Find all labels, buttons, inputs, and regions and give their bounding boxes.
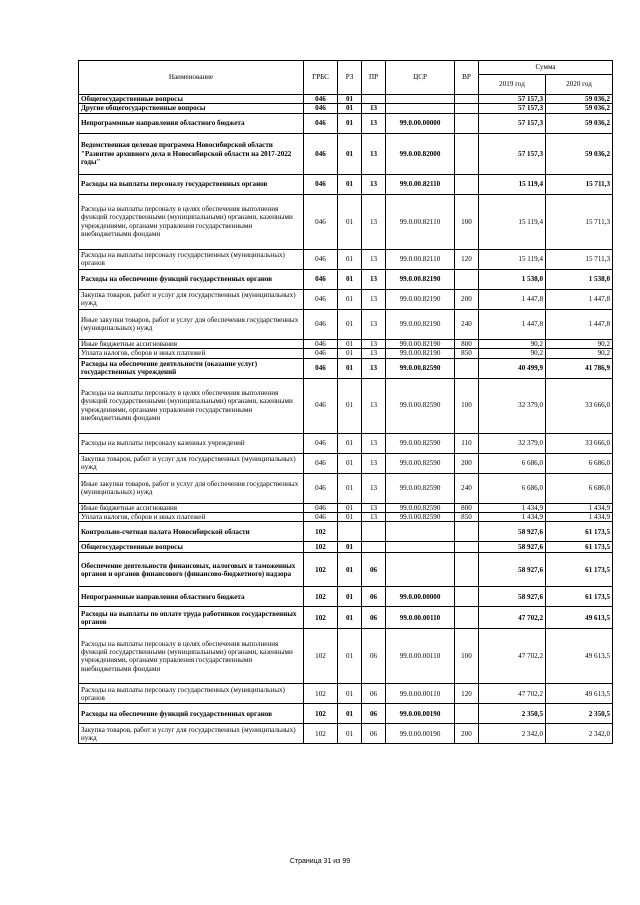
cell-csr: 99.0.00.82590: [386, 378, 455, 433]
cell-grbs: 046: [304, 113, 338, 133]
cell-name: Расходы на выплаты персоналу государственных (муниципальных) органов: [79, 684, 304, 704]
cell-pr: 13: [362, 289, 386, 309]
table-row: [79, 378, 613, 433]
cell-rz: 01: [338, 433, 362, 453]
cell-pr: 06: [362, 704, 386, 724]
cell-vr: [455, 607, 479, 629]
cell-rz: 01: [338, 473, 362, 503]
cell-v2020: 33 666,0: [546, 378, 613, 433]
cell-name: Расходы на выплаты персоналу казенных учреждений: [79, 433, 304, 453]
cell-v2020: 59 036,2: [546, 113, 613, 133]
cell-pr: 13: [362, 358, 386, 378]
cell-pr: 06: [362, 629, 386, 684]
cell-grbs: 102: [304, 684, 338, 704]
cell-csr: [386, 522, 455, 542]
cell-rz: 01: [338, 704, 362, 724]
cell-v2019: 58 927,6: [479, 522, 546, 542]
cell-v2019: 1 447,8: [479, 289, 546, 309]
cell-name: Непрограммные направления областного бюджета: [79, 587, 304, 607]
cell-csr: 99.0.00.00110: [386, 684, 455, 704]
table-row: [79, 553, 613, 587]
cell-rz: 01: [338, 309, 362, 339]
cell-pr: 13: [362, 503, 386, 512]
cell-rz: 01: [338, 249, 362, 269]
cell-grbs: 102: [304, 629, 338, 684]
cell-vr: [455, 104, 479, 113]
cell-v2019: 47 702,2: [479, 629, 546, 684]
table-row: [79, 513, 613, 522]
table-row: [79, 269, 613, 289]
cell-v2019: 6 686,0: [479, 453, 546, 473]
cell-name: Расходы на обеспечение функций государственных органов: [79, 269, 304, 289]
cell-rz: 01: [338, 453, 362, 473]
cell-vr: 800: [455, 339, 479, 348]
cell-v2020: 61 173,5: [546, 522, 613, 542]
cell-vr: 100: [455, 194, 479, 249]
cell-pr: 06: [362, 607, 386, 629]
cell-grbs: 046: [304, 269, 338, 289]
cell-csr: 99.0.00.00110: [386, 629, 455, 684]
cell-rz: 01: [338, 289, 362, 309]
cell-vr: [455, 704, 479, 724]
cell-name: Закупка товаров, работ и услуг для государственных (муниципальных) нужд: [79, 289, 304, 309]
cell-csr: 99.0.00.82590: [386, 503, 455, 512]
cell-vr: [455, 174, 479, 194]
cell-grbs: 046: [304, 349, 338, 358]
header-sum: Сумма: [479, 61, 613, 75]
cell-name: Иные бюджетные ассигнования: [79, 339, 304, 348]
cell-v2020: 49 613,5: [546, 607, 613, 629]
cell-pr: 13: [362, 194, 386, 249]
cell-v2019: 1 434,9: [479, 513, 546, 522]
cell-grbs: 046: [304, 174, 338, 194]
cell-v2019: 57 157,3: [479, 133, 546, 174]
cell-csr: 99.0.00.82110: [386, 174, 455, 194]
cell-grbs: 102: [304, 522, 338, 542]
cell-grbs: 102: [304, 724, 338, 744]
cell-v2020: 49 613,5: [546, 629, 613, 684]
cell-vr: 240: [455, 309, 479, 339]
cell-grbs: 046: [304, 473, 338, 503]
table-row: [79, 629, 613, 684]
cell-rz: 01: [338, 339, 362, 348]
table-row: [79, 724, 613, 744]
cell-vr: [455, 95, 479, 104]
cell-v2019: 90,2: [479, 349, 546, 358]
cell-vr: 800: [455, 503, 479, 512]
cell-vr: [455, 358, 479, 378]
table-row: [79, 684, 613, 704]
cell-grbs: 046: [304, 309, 338, 339]
cell-v2019: 1 538,0: [479, 269, 546, 289]
table-row: [79, 542, 613, 553]
cell-csr: 99.0.00.82190: [386, 289, 455, 309]
table-row: [79, 174, 613, 194]
cell-csr: 99.0.00.82590: [386, 453, 455, 473]
cell-v2020: 1 447,8: [546, 309, 613, 339]
table-row: [79, 309, 613, 339]
cell-name: Расходы на выплаты по оплате труда работников государственных органов: [79, 607, 304, 629]
cell-v2020: 33 666,0: [546, 433, 613, 453]
cell-v2020: 59 036,2: [546, 133, 613, 174]
cell-vr: [455, 133, 479, 174]
cell-vr: 100: [455, 629, 479, 684]
cell-csr: 99.0.00.00190: [386, 724, 455, 744]
cell-v2019: 57 157,3: [479, 104, 546, 113]
cell-csr: 99.0.00.82190: [386, 339, 455, 348]
table-header: [79, 61, 613, 95]
cell-v2020: 90,2: [546, 349, 613, 358]
cell-rz: 01: [338, 607, 362, 629]
cell-rz: 01: [338, 503, 362, 512]
table-row: [79, 113, 613, 133]
cell-csr: 99.0.00.82590: [386, 473, 455, 503]
cell-name: Контрольно-счетная палата Новосибирской области: [79, 522, 304, 542]
cell-v2020: 59 036,2: [546, 104, 613, 113]
header-csr: ЦСР: [386, 61, 455, 95]
cell-v2019: 1 447,8: [479, 309, 546, 339]
cell-v2019: 58 927,6: [479, 542, 546, 553]
header-grbs: ГРБС: [304, 61, 338, 95]
cell-grbs: 046: [304, 433, 338, 453]
cell-grbs: 046: [304, 453, 338, 473]
cell-rz: 01: [338, 513, 362, 522]
cell-vr: [455, 542, 479, 553]
cell-v2020: 49 613,5: [546, 684, 613, 704]
cell-rz: 01: [338, 629, 362, 684]
cell-name: Непрограммные направления областного бюджета: [79, 113, 304, 133]
cell-rz: 01: [338, 194, 362, 249]
cell-rz: 01: [338, 684, 362, 704]
cell-vr: 120: [455, 684, 479, 704]
cell-v2020: 1 447,8: [546, 289, 613, 309]
cell-rz: 01: [338, 378, 362, 433]
cell-grbs: 046: [304, 358, 338, 378]
cell-rz: 01: [338, 358, 362, 378]
header-2020: 2020 год: [546, 75, 613, 95]
cell-pr: 06: [362, 587, 386, 607]
cell-pr: 13: [362, 378, 386, 433]
cell-csr: 99.0.00.82590: [386, 513, 455, 522]
cell-v2019: 6 686,0: [479, 473, 546, 503]
cell-name: Расходы на обеспечение деятельности (оказание услуг) государственных учреждений: [79, 358, 304, 378]
cell-name: Расходы на выплаты персоналу государственных органов: [79, 174, 304, 194]
cell-grbs: 046: [304, 378, 338, 433]
cell-pr: [362, 522, 386, 542]
cell-v2020: 59 036,2: [546, 95, 613, 104]
cell-rz: 01: [338, 104, 362, 113]
table-row: [79, 704, 613, 724]
cell-v2019: 57 157,3: [479, 95, 546, 104]
cell-v2020: 6 686,0: [546, 453, 613, 473]
cell-csr: 99.0.00.00000: [386, 587, 455, 607]
cell-name: Уплата налогов, сборов и иных платежей: [79, 349, 304, 358]
cell-csr: 99.0.00.82590: [386, 358, 455, 378]
cell-grbs: 046: [304, 503, 338, 512]
cell-v2019: 2 342,0: [479, 724, 546, 744]
cell-vr: 850: [455, 513, 479, 522]
table-row: [79, 104, 613, 113]
cell-v2020: 1 434,9: [546, 503, 613, 512]
cell-pr: 13: [362, 113, 386, 133]
table-row: [79, 339, 613, 348]
cell-csr: [386, 542, 455, 553]
cell-name: Иные бюджетные ассигнования: [79, 503, 304, 512]
table-row: [79, 587, 613, 607]
cell-grbs: 102: [304, 587, 338, 607]
cell-vr: 850: [455, 349, 479, 358]
cell-v2020: 90,2: [546, 339, 613, 348]
cell-v2020: 15 711,3: [546, 194, 613, 249]
cell-v2020: 2 342,0: [546, 724, 613, 744]
cell-name: Общегосударственные вопросы: [79, 542, 304, 553]
cell-vr: [455, 522, 479, 542]
cell-pr: 13: [362, 249, 386, 269]
cell-rz: 01: [338, 587, 362, 607]
table-row: [79, 133, 613, 174]
cell-grbs: 102: [304, 704, 338, 724]
table-row: [79, 249, 613, 269]
cell-name: Закупка товаров, работ и услуг для государственных (муниципальных) нужд: [79, 453, 304, 473]
cell-pr: 13: [362, 473, 386, 503]
cell-name: Расходы на выплаты персоналу в целях обеспечения выполнения функций государственными (муниципальными) органами, казенными учреждениями, органами управления государственными внебюджетными фондами: [79, 378, 304, 433]
cell-csr: 99.0.00.82110: [386, 249, 455, 269]
table-row: [79, 289, 613, 309]
cell-vr: 100: [455, 378, 479, 433]
table-row: [79, 522, 613, 542]
cell-rz: 01: [338, 133, 362, 174]
cell-v2020: 1 434,9: [546, 513, 613, 522]
cell-csr: 99.0.00.00000: [386, 113, 455, 133]
cell-v2020: 61 173,5: [546, 587, 613, 607]
cell-rz: 01: [338, 113, 362, 133]
cell-grbs: 102: [304, 553, 338, 587]
cell-vr: 200: [455, 453, 479, 473]
table-body: [79, 95, 613, 744]
cell-rz: 01: [338, 269, 362, 289]
cell-grbs: 102: [304, 542, 338, 553]
cell-rz: 01: [338, 95, 362, 104]
cell-grbs: 046: [304, 104, 338, 113]
cell-vr: 110: [455, 433, 479, 453]
table-row: [79, 503, 613, 512]
cell-v2019: 15 119,4: [479, 249, 546, 269]
header-pr: ПР: [362, 61, 386, 95]
table-row: [79, 95, 613, 104]
cell-vr: 120: [455, 249, 479, 269]
cell-csr: 99.0.00.82590: [386, 433, 455, 453]
cell-rz: 01: [338, 174, 362, 194]
cell-pr: 13: [362, 339, 386, 348]
table-row: [79, 433, 613, 453]
cell-csr: 99.0.00.00110: [386, 607, 455, 629]
cell-vr: 240: [455, 473, 479, 503]
cell-v2019: 47 702,2: [479, 607, 546, 629]
cell-v2020: 15 711,3: [546, 174, 613, 194]
cell-csr: 99.0.00.82190: [386, 349, 455, 358]
cell-rz: 01: [338, 724, 362, 744]
cell-pr: 13: [362, 133, 386, 174]
cell-vr: [455, 553, 479, 587]
cell-v2020: 41 786,9: [546, 358, 613, 378]
cell-grbs: 046: [304, 339, 338, 348]
cell-rz: 01: [338, 542, 362, 553]
cell-v2019: 1 434,9: [479, 503, 546, 512]
cell-pr: [362, 95, 386, 104]
cell-v2019: 90,2: [479, 339, 546, 348]
cell-name: Другие общегосударственные вопросы: [79, 104, 304, 113]
cell-name: Ведомственная целевая программа Новосибирской области "Развитие архивного дела в Новосибирской области на 2017-2022 годы": [79, 133, 304, 174]
cell-v2019: 47 702,2: [479, 684, 546, 704]
table-row: [79, 453, 613, 473]
cell-name: Общегосударственные вопросы: [79, 95, 304, 104]
cell-csr: 99.0.00.82110: [386, 194, 455, 249]
table-row: [79, 473, 613, 503]
cell-pr: 13: [362, 104, 386, 113]
budget-table-container: [78, 60, 612, 744]
budget-table: [78, 60, 613, 744]
cell-v2019: 32 379,0: [479, 433, 546, 453]
cell-v2020: 61 173,5: [546, 542, 613, 553]
cell-v2019: 58 927,6: [479, 553, 546, 587]
cell-name: Иные закупки товаров, работ и услуг для обеспечения государственных (муниципальных) нужд: [79, 473, 304, 503]
cell-grbs: 046: [304, 249, 338, 269]
header-rz: РЗ: [338, 61, 362, 95]
header-2019: 2019 год: [479, 75, 546, 95]
cell-vr: 200: [455, 289, 479, 309]
cell-name: Расходы на выплаты персоналу в целях обеспечения выполнения функций государственными (муниципальными) органами, казенными учреждениями, органами управления государственными внебюджетными фондами: [79, 629, 304, 684]
table-row: [79, 358, 613, 378]
cell-pr: 06: [362, 724, 386, 744]
cell-v2019: 58 927,6: [479, 587, 546, 607]
cell-name: Расходы на обеспечение функций государственных органов: [79, 704, 304, 724]
cell-v2020: 1 538,0: [546, 269, 613, 289]
cell-vr: 200: [455, 724, 479, 744]
cell-csr: 99.0.00.00190: [386, 704, 455, 724]
cell-pr: 13: [362, 269, 386, 289]
cell-rz: 01: [338, 553, 362, 587]
cell-v2019: 2 350,5: [479, 704, 546, 724]
cell-grbs: 046: [304, 289, 338, 309]
cell-name: Уплата налогов, сборов и иных платежей: [79, 513, 304, 522]
cell-v2019: 32 379,0: [479, 378, 546, 433]
header-vr: ВР: [455, 61, 479, 95]
cell-pr: 13: [362, 349, 386, 358]
cell-name: Иные закупки товаров, работ и услуг для обеспечения государственных (муниципальных) нужд: [79, 309, 304, 339]
cell-v2020: 6 686,0: [546, 473, 613, 503]
cell-vr: [455, 587, 479, 607]
cell-pr: [362, 542, 386, 553]
cell-csr: 99.0.00.82190: [386, 269, 455, 289]
cell-v2020: 2 350,5: [546, 704, 613, 724]
cell-v2020: 61 173,5: [546, 553, 613, 587]
cell-grbs: 046: [304, 133, 338, 174]
cell-pr: 13: [362, 453, 386, 473]
cell-csr: [386, 104, 455, 113]
cell-grbs: 046: [304, 513, 338, 522]
cell-vr: [455, 269, 479, 289]
cell-vr: [455, 113, 479, 133]
cell-csr: [386, 95, 455, 104]
header-name: Наименование: [79, 61, 304, 95]
cell-pr: 13: [362, 433, 386, 453]
cell-v2019: 40 499,9: [479, 358, 546, 378]
cell-grbs: 046: [304, 194, 338, 249]
page-footer: Страница 31 из 99: [289, 858, 351, 865]
cell-pr: 06: [362, 553, 386, 587]
cell-rz: [338, 522, 362, 542]
cell-grbs: 046: [304, 95, 338, 104]
cell-rz: 01: [338, 349, 362, 358]
cell-pr: 13: [362, 309, 386, 339]
cell-pr: 06: [362, 684, 386, 704]
cell-pr: 13: [362, 513, 386, 522]
cell-name: Обеспечение деятельности финансовых, налоговых и таможенных органов и органов финансового (финансово-бюджетного) надзора: [79, 553, 304, 587]
cell-v2020: 15 711,3: [546, 249, 613, 269]
cell-v2019: 57 157,3: [479, 113, 546, 133]
cell-name: Расходы на выплаты персоналу в целях обеспечения выполнения функций государственными (муниципальными) органами, казенными учреждениями, органами управления государственными внебюджетными фондами: [79, 194, 304, 249]
cell-grbs: 102: [304, 607, 338, 629]
cell-csr: 99.0.00.82190: [386, 309, 455, 339]
cell-name: Расходы на выплаты персоналу государственных (муниципальных) органов: [79, 249, 304, 269]
table-row: [79, 607, 613, 629]
cell-csr: 99.0.00.82000: [386, 133, 455, 174]
table-row: [79, 194, 613, 249]
table-row: [79, 349, 613, 358]
cell-csr: [386, 553, 455, 587]
cell-pr: 13: [362, 174, 386, 194]
cell-name: Закупка товаров, работ и услуг для государственных (муниципальных) нужд: [79, 724, 304, 744]
cell-v2019: 15 119,4: [479, 194, 546, 249]
cell-v2019: 15 119,4: [479, 174, 546, 194]
